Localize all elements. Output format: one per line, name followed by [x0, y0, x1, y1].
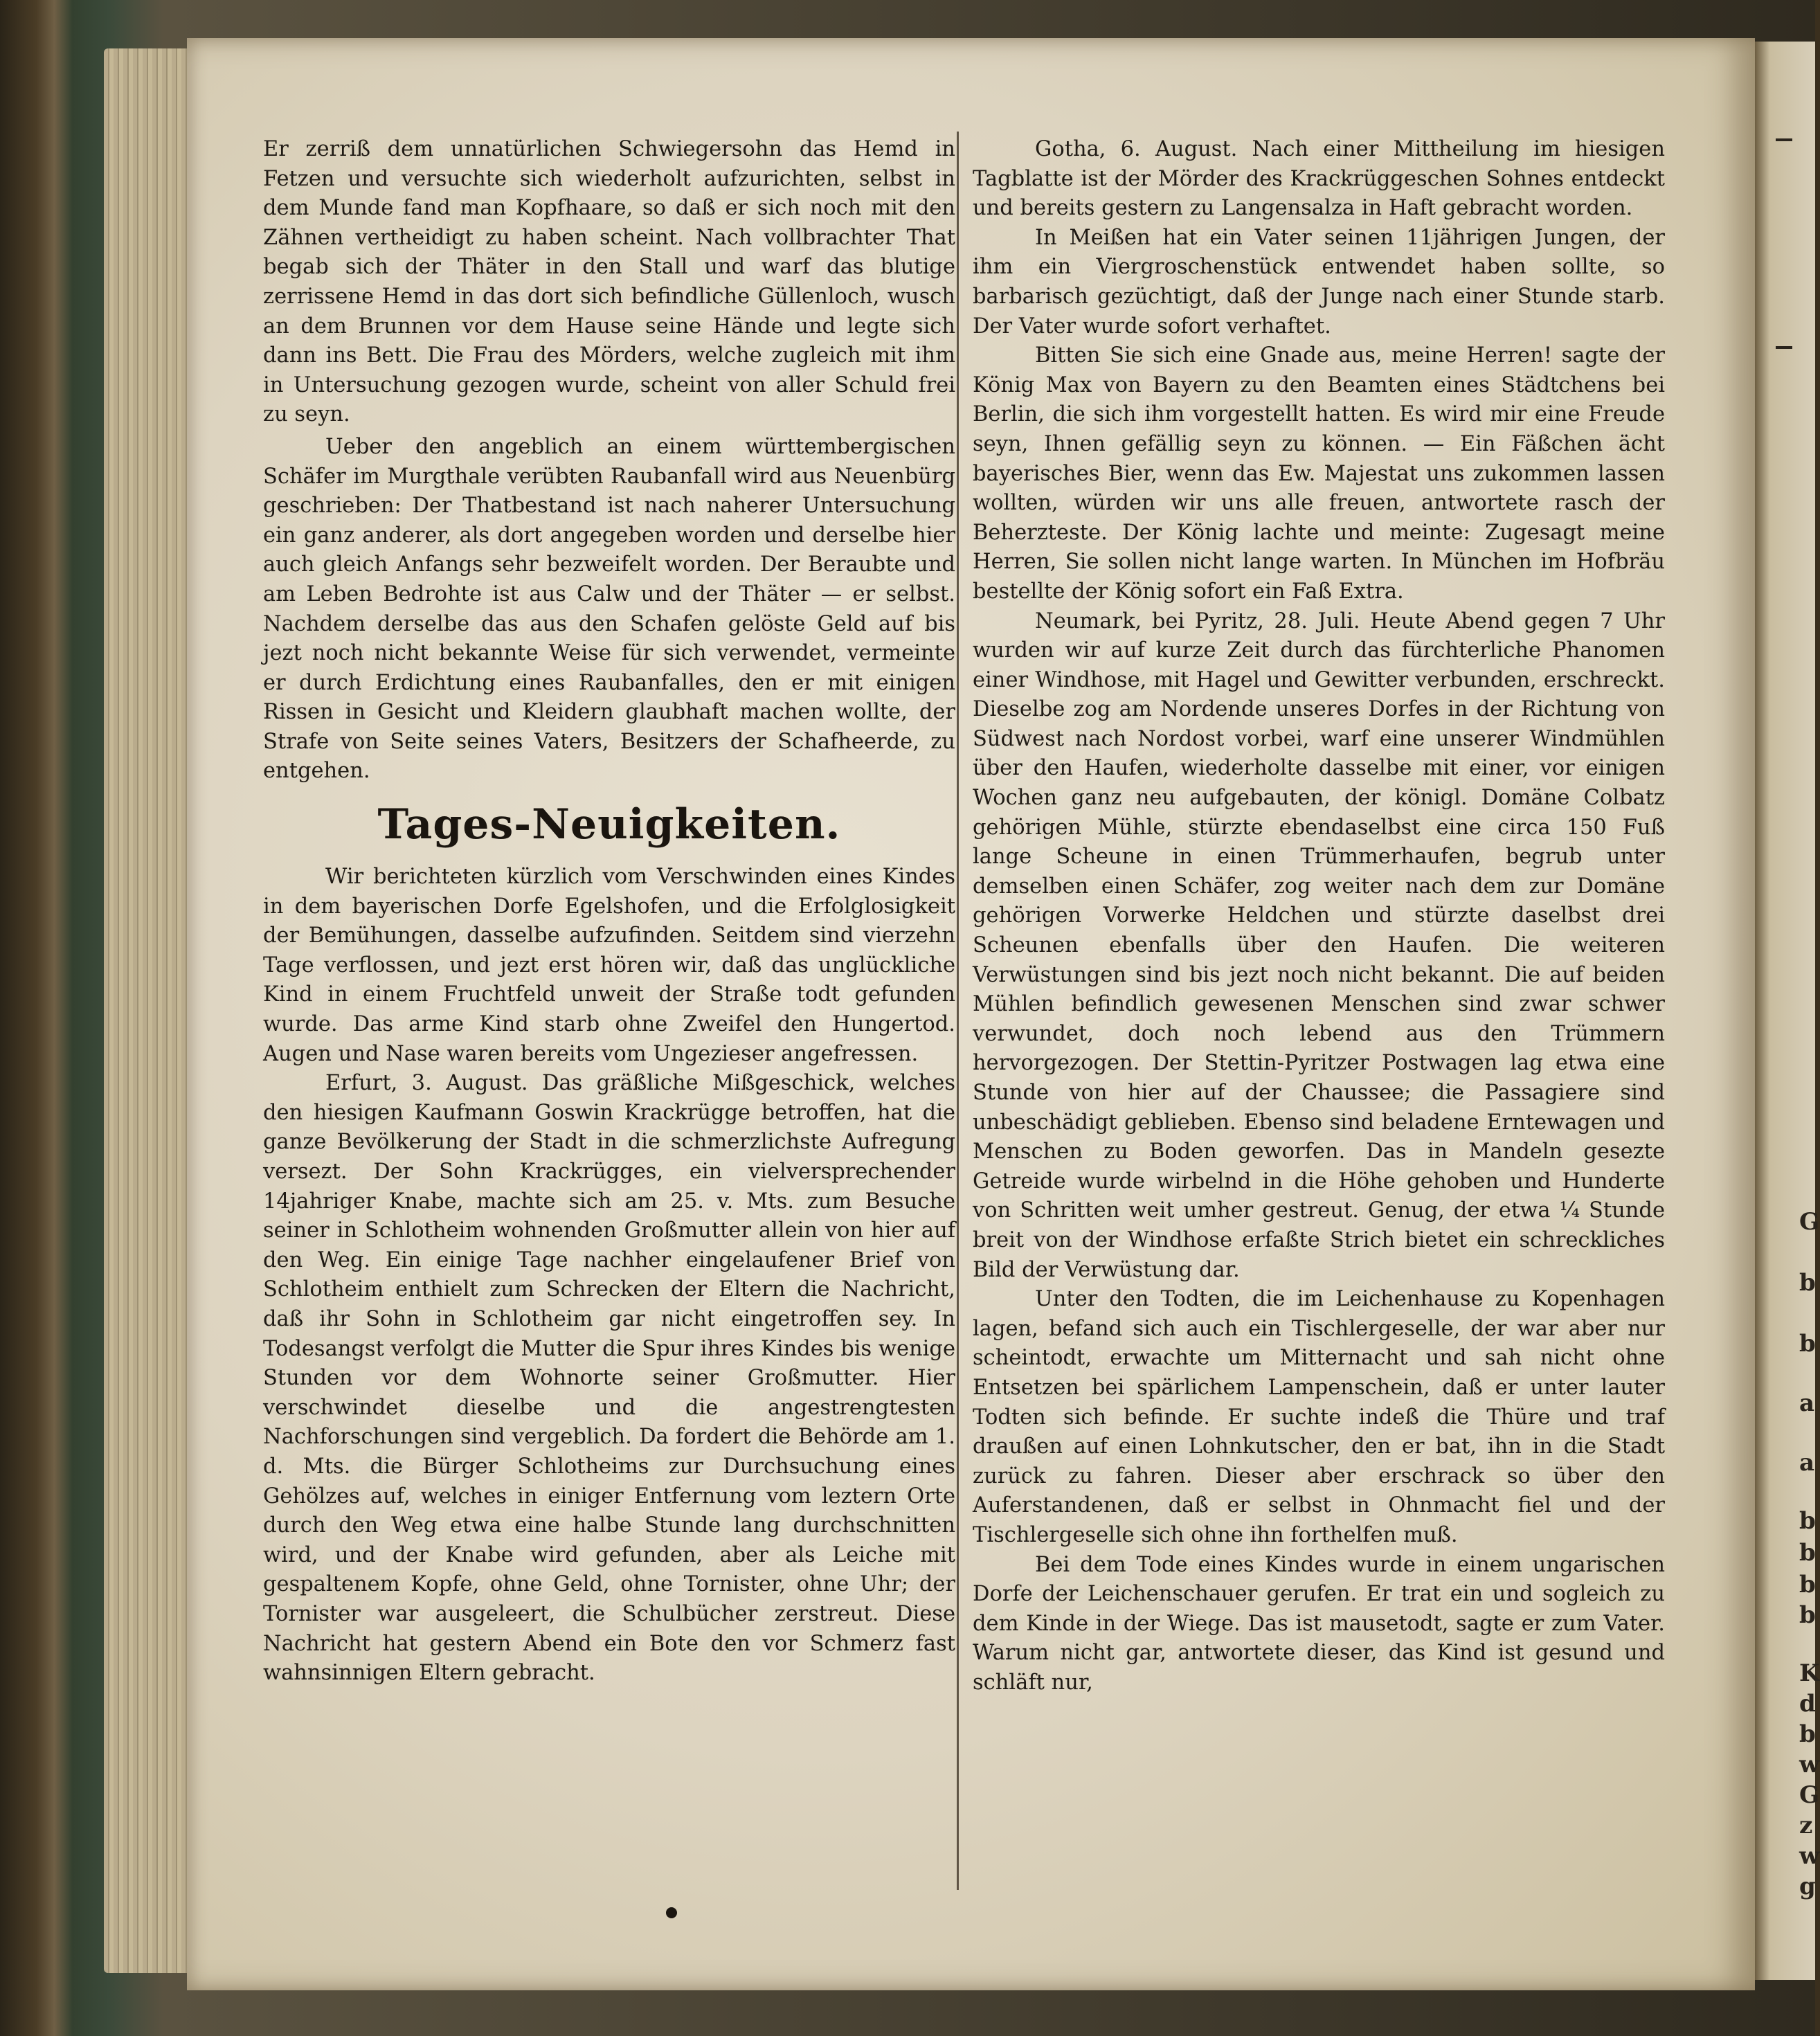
next-page-fragment: b: [1799, 1269, 1816, 1297]
right-column: [973, 135, 1665, 1697]
next-page-edge: [1755, 42, 1820, 1980]
news-paragraph: In Meißen hat ein Vater seinen 11jährigen Jungen, der ihm ein Viergroschenstück entwendet haben sollte, so barbarisch gezüchtigt, daß der Junge nach einer Stunde starb. Der Vater wurde sofort verhaftet.: [973, 225, 1665, 339]
news-paragraph: Wir berichteten kürzlich vom Verschwinden eines Kindes in dem bayerischen Dorfe Egelshofen, und die Erfolglosigkeit der Bemühungen, dasselbe aufzufinden. Seitdem sind vierzehn Tage verflossen, und jezt erst hören wir, daß das unglückliche Kind in einem Fruchtfeld unweit der Straße todt gefunden wurde. Das arme Kind starb ohne Zweifel den Hungertod. Augen und Nase waren bereits vom Ungezieser angefressen.: [263, 865, 955, 1066]
next-page-fragment: w: [1799, 1751, 1820, 1778]
next-page-fragment: b: [1799, 1507, 1816, 1535]
next-page-fragment: z: [1799, 1812, 1813, 1839]
news-paragraph: Unter den Todten, die im Leichenhause zu Kopenhagen lagen, befand sich auch ein Tischlergeselle, der war aber nur scheintodt, erwachte um Mitternacht und sah nicht ohne Entsetzen bei spärlichem Lampenschein, daß er unter lauter Todten sich befinde. Er suchte indeß die Thüre und traf draußen auf einen Lohnkutscher, den er bat, ihn in die Stadt zurück zu fahren. Dieser aber erschrack so über den Auferstandenen, daß er selbst in Ohnmacht fiel und der Tischlergeselle sich ohne ihn forthelfen muß.: [973, 1287, 1665, 1547]
next-page-fragment: K: [1799, 1659, 1820, 1687]
next-page-fragment: d: [1799, 1690, 1816, 1718]
next-page-fragment: b: [1799, 1330, 1816, 1358]
next-page-fragment: w: [1799, 1842, 1820, 1870]
next-page-fragment: a: [1799, 1449, 1815, 1477]
news-paragraph: Erfurt, 3. August. Das gräßliche Mißgeschick, welches den hiesigen Kaufmann Goswin Krackrügge betroffen, hat die ganze Bevölkerung der Stadt in die schmerzlichste Aufregung versezt. Der Sohn Krackrügges, ein vielversprechender 14jahriger Knabe, machte sich am 25. v. Mts. zum Besuche seiner in Schlotheim wohnenden Großmutter allein von hier auf den Weg. Ein einige Tage nachher eingelaufener Brief von Schlotheim enthielt zum Schrecken der Eltern die Nachricht, daß ihr Sohn in Schlotheim gar nicht eingetroffen sey. In Todesangst verfolgt die Mutter die Spur ihres Kindes bis wenige Stunden vor dem Wohnorte seiner Großmutter. Hier verschwindet dieselbe und die angestrengtesten Nachforschungen sind vergeblich. Da fordert die Behörde am 1. d. Mts. die Bürger Schlotheims zur Durchsuchung eines Gehölzes auf, welches in einiger Entfernung vom leztern Orte durch den Weg etwa eine halbe Stunde lang durchschnitten wird, und der Knabe wird gefunden, aber als Leiche mit gespaltenem Kopfe, ohne Geld, ohne Tornister, ohne Uhr; der Tornister war ausgeleert, die Schulbücher zerstreut. Diese Nachricht hat gestern Abend ein Bote den vor Schmerz fast wahnsinnigen Eltern gebracht.: [263, 1071, 955, 1686]
next-page-rule: [1776, 346, 1792, 349]
section-heading: Tages-Neuigkeiten.: [377, 800, 841, 849]
next-page-fragment: a: [1799, 1389, 1815, 1417]
page-mark-dot: [666, 1907, 677, 1918]
left-column: [263, 135, 955, 1688]
next-page-fragment: b: [1799, 1571, 1816, 1598]
article-paragraph: Er zerriß dem unnatürlichen Schwiegersohn das Hemd in Fetzen und versuchte sich wiederholt aufzurichten, selbst in dem Munde fand man Kopfhaare, so daß er sich noch mit den Zähnen vertheidigt zu haben scheint. Nach vollbrachter That begab sich der Thäter in den Stall und warf das blutige zerrissene Hemd in das dort sich befindliche Güllenloch, wusch an dem Brunnen vor dem Hause seine Hände und legte sich dann ins Bett. Die Frau des Mörders, welche zugleich mit ihm in Untersuchung gezogen wurde, scheint von aller Schuld frei zu seyn.: [263, 137, 955, 427]
article-paragraph: Ueber den angeblich an einem württembergischen Schäfer im Murgthale verübten Raubanfall wird aus Neuenbürg geschrieben: Der Thatbestand ist nach naherer Untersuchung ein ganz anderer, als dort angegeben worden und derselbe hier auch gleich Anfangs sehr bezweifelt worden. Der Beraubte und am Leben Bedrohte ist aus Calw und der Thäter — er selbst. Nachdem derselbe das aus den Schafen gelöste Geld auf bis jezt noch nicht bekannte Weise für sich verwendet, vermeinte er durch Erdichtung eines Raubanfalles, den er mit einigen Rissen in Gesicht und Kleidern glaubhaft machen wollte, der Strafe von Seite seines Vaters, Besitzers der Schafheerde, zu entgehen.: [263, 434, 955, 784]
news-paragraph: Neumark, bei Pyritz, 28. Juli. Heute Abend gegen 7 Uhr wurden wir auf kurze Zeit durch das fürchterliche Phanomen einer Windhose, mit Hagel und Gewitter verbunden, erschreckt. Dieselbe zog am Nordende unseres Dorfes in der Richtung von Südwest nach Nordost vorbei, warf eine unserer Windmühlen über den Haufen, wiederholte dasselbe mit einer, vor einigen Wochen ganz neu aufgebauten, der königl. Domäne Colbatz gehörigen Mühle, stürzte ebendaselbst eine circa 150 Fuß lange Scheune in einen Trümmerhaufen, begrub unter demselben einen Schäfer, zog weiter nach dem zur Domäne gehörigen Vorwerke Heldchen und stürzte daselbst drei Scheunen ebenfalls über den Haufen. Die weiteren Verwüstungen sind bis jezt noch nicht bekannt. Die auf beiden Mühlen befindlich gewesenen Menschen sind zwar schwer verwundet, doch noch lebend aus den Trümmern hervorgezogen. Der Stettin-Pyritzer Postwagen lag etwa eine Stunde von hier auf der Chaussee; die Passagiere sind unbeschädigt geblieben. Ebenso sind beladene Erntewagen und Menschen zu Boden geworfen. Das in Mandeln gesezte Getreide wurde wirbelnd in die Höhe gehoben und Hunderte von Schritten weit umher gestreut. Genug, der etwa ¼ Stunde breit von der Windhose erfaßte Strich bietet ein schreckliches Bild der Verwüstung dar.: [973, 609, 1665, 1282]
next-page-rule: [1776, 138, 1792, 141]
news-paragraph: Bei dem Tode eines Kindes wurde in einem ungarischen Dorfe der Leichenschauer gerufen. Er trat ein und sogleich zu dem Kinde in der Wiege. Das ist mausetodt, sagte er zum Vater. Warum nicht gar, antwortete dieser, das Kind ist gesund und schläft nur,: [973, 1552, 1665, 1695]
next-page-fragment: b: [1799, 1720, 1816, 1748]
column-divider: [957, 132, 959, 1890]
next-page-fragment: G: [1799, 1208, 1820, 1236]
next-page-fragment: G: [1799, 1781, 1820, 1809]
news-paragraph: Gotha, 6. August. Nach einer Mittheilung im hiesigen Tagblatte ist der Mörder des Krackrüggeschen Sohnes entdeckt und bereits gestern zu Langensalza in Haft gebracht worden.: [973, 137, 1665, 221]
next-page-fragment: b: [1799, 1601, 1816, 1629]
next-page-fragment: b: [1799, 1539, 1816, 1567]
news-paragraph: Bitten Sie sich eine Gnade aus, meine Herren! sagte der König Max von Bayern zu den Beamten eines Städtchens bei Berlin, die sich ihm vorgestellt hatten. Es wird mir eine Freude seyn, Ihnen gefällig seyn zu können. — Ein Fäßchen ächt bayerisches Bier, wenn das Ew. Majestat uns zukommen lassen wollten, würden wir uns alle freuen, antwortete rasch der Beherzteste. Der König lachte und meinte: Zugesagt meine Herren, Sie sollen nicht lange warten. In München im Hofbräu bestellte der König sofort ein Faß Extra.: [973, 343, 1665, 604]
next-page-fragment: g: [1799, 1873, 1816, 1900]
